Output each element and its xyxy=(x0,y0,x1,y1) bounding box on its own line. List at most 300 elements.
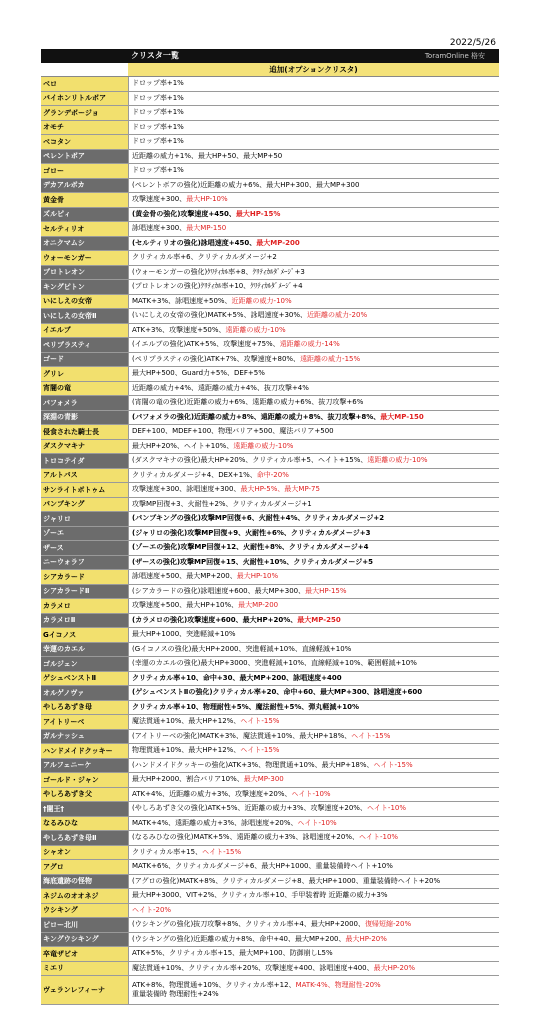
crysta-effect xyxy=(128,541,499,555)
effect-line xyxy=(132,413,499,422)
section-header xyxy=(41,63,499,77)
effect-penalty: 最大HP-10% xyxy=(186,195,228,204)
effect-text: ドロップ率+1% xyxy=(132,79,184,88)
effect-text: 攻撃MP回復+3、火耐性+2%、クリティカルダメージ+1 xyxy=(132,499,312,508)
crysta-effect xyxy=(128,614,499,628)
table-row xyxy=(41,251,499,266)
crysta-name: パンプキング xyxy=(41,498,128,512)
effect-line xyxy=(132,848,499,857)
effect-penalty: ヘイト-15% xyxy=(240,746,280,755)
crysta-effect xyxy=(128,483,499,497)
effect-penalty: ヘイト-10% xyxy=(297,818,337,827)
effect-line xyxy=(132,990,499,999)
table-row xyxy=(41,527,499,542)
crysta-name: ダスクマキナ xyxy=(41,440,128,454)
effect-text: (アグロの強化)MATK+8%、クリティカルダメージ+8、最大HP+1000、重量装備時ヘイト+20% xyxy=(132,876,441,885)
effect-penalty: 遠距離の威力-10% xyxy=(233,441,294,450)
crysta-effect xyxy=(128,77,499,91)
crysta-effect xyxy=(128,802,499,816)
crysta-name: オモチ xyxy=(41,121,128,135)
table-row xyxy=(41,541,499,556)
crysta-effect xyxy=(128,512,499,526)
effect-penalty: 最大HP-15% xyxy=(305,586,347,595)
crysta-effect xyxy=(128,759,499,773)
effect-text: (ウシキングの強化)近距離の威力+8%、命中+40、最大MP+200、 xyxy=(132,934,346,943)
crysta-name: ザース xyxy=(41,541,128,555)
table-row xyxy=(41,425,499,440)
table-row xyxy=(41,411,499,426)
section-header-blank xyxy=(41,63,128,76)
table-row xyxy=(41,367,499,382)
effect-text: ドロップ率+1% xyxy=(132,137,184,146)
effect-penalty: 近距離の威力-10% xyxy=(231,296,292,305)
table-row xyxy=(41,846,499,861)
crysta-name: アグロ xyxy=(41,860,128,874)
effect-penalty: 遠距離の威力-10% xyxy=(367,456,428,465)
effect-penalty: 復帰短縮-20% xyxy=(365,920,412,929)
effect-penalty: 遠距離の威力-14% xyxy=(279,340,340,349)
crysta-effect xyxy=(128,106,499,120)
effect-text: (幸運のカエルの強化)最大HP+3000、突進軽減+10%、直線軽減+10%、範囲軽減+10% xyxy=(132,659,417,668)
crysta-name: ジャリロ xyxy=(41,512,128,526)
crysta-name: いにしえの女帝 xyxy=(41,295,128,309)
table-row xyxy=(41,889,499,904)
table-row xyxy=(41,657,499,672)
effect-penalty: ヘイト-15% xyxy=(202,847,242,856)
crysta-name: ゴールド・ジャン xyxy=(41,773,128,787)
table-row xyxy=(41,512,499,527)
table-row xyxy=(41,904,499,919)
crysta-effect xyxy=(128,918,499,932)
crysta-name: ウシキング xyxy=(41,904,128,918)
effect-text: 魔法貫通+10%、クリティカル率+20%、攻撃速度+400、詠唱速度+400、 xyxy=(132,963,374,972)
crysta-effect xyxy=(128,179,499,193)
effect-penalty: 最大MP-200 xyxy=(256,238,300,247)
effect-text: クリティカル率+10、命中+30、最大MP+200、詠唱速度+400 xyxy=(132,673,342,682)
table-row xyxy=(41,933,499,948)
crysta-name: ペリプラスティ xyxy=(41,338,128,352)
effect-penalty: ヘイト-15% xyxy=(351,731,391,740)
effect-text: 近距離の威力+1%、最大HP+50、最大MP+50 xyxy=(132,151,283,160)
effect-text: (Gイコノスの強化)最大HP+2000、突進軽減+10%、直線軽減+10% xyxy=(132,644,352,653)
table-row xyxy=(41,976,499,1005)
crysta-name: オルゲノヴァ xyxy=(41,686,128,700)
effect-line xyxy=(132,804,499,813)
effect-text: (ペリプラスティの強化)ATK+7%、攻撃速度+80%、 xyxy=(132,354,301,363)
effect-text: MATK+3%、詠唱速度+50%、 xyxy=(132,296,232,305)
effect-line xyxy=(132,674,499,683)
effect-line xyxy=(132,166,499,175)
table-row xyxy=(41,585,499,600)
crysta-name: ペレントボア xyxy=(41,150,128,164)
effect-text: (やしろあずき父の強化)ATK+5%、近距離の威力+3%、攻撃速度+20%、 xyxy=(132,804,367,813)
effect-penalty: ヘイト-15% xyxy=(240,717,280,726)
crysta-effect xyxy=(128,817,499,831)
credit-label: ToramOnline 格安 xyxy=(424,52,485,60)
effect-text: ATK+5%、クリティカル率+15、最大MP+100、防御崩しL5% xyxy=(132,949,333,958)
effect-text: 最大HP+1000、突進軽減+10% xyxy=(132,630,236,639)
crysta-name: サンライトボトゥム xyxy=(41,483,128,497)
table-row xyxy=(41,730,499,745)
table-row xyxy=(41,309,499,324)
effect-line xyxy=(132,195,499,204)
crysta-effect xyxy=(128,831,499,845)
crysta-name: 幸運のカエル xyxy=(41,643,128,657)
effect-text: (ゾーエの強化)攻撃MP回復+12、火耐性+8%、クリティカルダメージ+4 xyxy=(132,543,369,552)
table-row xyxy=(41,628,499,643)
effect-line xyxy=(132,935,499,944)
date-row xyxy=(41,37,499,49)
effect-line xyxy=(132,761,499,770)
effect-text: MATK+6%、クリティカルダメージ+6、最大HP+1000、重量装備時ヘイト+10% xyxy=(132,862,393,871)
effect-text: ATK+8%、物理貫通+10%、クリティカル率+12、 xyxy=(132,981,296,989)
crysta-name: ウォーモンガー xyxy=(41,251,128,265)
table-row xyxy=(41,295,499,310)
crysta-effect xyxy=(128,164,499,178)
effect-penalty: 近距離の威力-20% xyxy=(307,311,368,320)
crysta-effect xyxy=(128,411,499,425)
crysta-name: 宵闇の竜 xyxy=(41,382,128,396)
crysta-name: ゴルジェン xyxy=(41,657,128,671)
crysta-effect xyxy=(128,643,499,657)
effect-penalty: ヘイト-10% xyxy=(291,789,331,798)
crysta-effect xyxy=(128,237,499,251)
effect-line xyxy=(132,688,499,697)
effect-line xyxy=(132,717,499,726)
effect-line xyxy=(132,427,499,436)
effect-text: (なるみひなの強化)MATK+5%、遠距離の威力+3%、詠唱速度+20%、 xyxy=(132,833,359,842)
effect-line xyxy=(132,297,499,306)
effect-penalty: 最大MP-150 xyxy=(380,412,424,421)
crysta-name: ズルピィ xyxy=(41,208,128,222)
effect-text: (ハンドメイドクッキーの強化)ATK+3%、物理貫通+10%、最大HP+18%、 xyxy=(132,760,374,769)
crysta-effect xyxy=(128,208,499,222)
effect-text: (いにしえの女帝の強化)MATK+5%、詠唱速度+30%、 xyxy=(132,311,308,320)
table-row xyxy=(41,643,499,658)
table-row xyxy=(41,875,499,890)
effect-line xyxy=(132,659,499,668)
table-row xyxy=(41,396,499,411)
effect-text: 最大HP+3000、VIT+2%、クリティカル率+10、手甲装着時 近距離の威力+3% xyxy=(132,891,388,900)
effect-line xyxy=(132,891,499,900)
effect-penalty: 命中-20% xyxy=(256,470,289,479)
effect-text: 魔法貫通+10%、最大HP+12%、 xyxy=(132,717,241,726)
crysta-name: 侵食された騎士長 xyxy=(41,425,128,439)
effect-text: クリティカル率+6、クリティカルダメージ+2 xyxy=(132,253,277,262)
effect-text: (アイトリーベの強化)MATK+3%、魔法貫通+10%、最大HP+18%、 xyxy=(132,731,352,740)
crysta-effect xyxy=(128,976,499,1004)
effect-text: クリティカル率+15、 xyxy=(132,847,203,856)
table-row xyxy=(41,599,499,614)
table-row xyxy=(41,222,499,237)
table-row xyxy=(41,121,499,136)
crysta-name: キングウシキング xyxy=(41,933,128,947)
table-row xyxy=(41,773,499,788)
effect-penalty: ヘイト-10% xyxy=(366,804,407,813)
table-row xyxy=(41,469,499,484)
effect-line xyxy=(132,79,499,88)
effect-line xyxy=(132,369,499,378)
crysta-name: 海底遺跡の怪物 xyxy=(41,875,128,889)
table-row xyxy=(41,947,499,962)
crysta-name: カラメロ xyxy=(41,599,128,613)
table-row xyxy=(41,150,499,165)
crysta-effect xyxy=(128,382,499,396)
crysta-effect xyxy=(128,585,499,599)
table-row xyxy=(41,353,499,368)
effect-text: 詠唱速度+500、最大MP+200、 xyxy=(132,572,237,581)
effect-text: ATK+4%、近距離の威力+3%、攻撃速度+20%、 xyxy=(132,789,292,798)
crysta-effect xyxy=(128,266,499,280)
crysta-effect xyxy=(128,628,499,642)
crysta-name: 深淵の青影 xyxy=(41,411,128,425)
crysta-name: アイトリーベ xyxy=(41,715,128,729)
effect-penalty: 最大HP-20% xyxy=(345,934,387,943)
effect-line xyxy=(132,94,499,103)
effect-text: 詠唱速度+300、 xyxy=(132,224,187,233)
effect-line xyxy=(132,790,499,799)
effect-line xyxy=(132,630,499,639)
effect-line xyxy=(132,456,499,465)
effect-penalty: 最大MP-200 xyxy=(238,601,279,610)
effect-penalty: 最大MP-300 xyxy=(243,775,284,784)
effect-text: (黄金骨の強化)攻撃速度+450、 xyxy=(132,209,236,218)
crysta-name: ベコタン xyxy=(41,135,128,149)
crysta-effect xyxy=(128,396,499,410)
effect-text: 物理貫通+10%、最大HP+12%、 xyxy=(132,746,241,755)
table-row xyxy=(41,135,499,150)
effect-penalty: ヘイト-10% xyxy=(358,833,399,842)
table-row xyxy=(41,744,499,759)
effect-line xyxy=(132,732,499,741)
effect-line xyxy=(132,123,499,132)
date-label: 2022/5/26 xyxy=(449,38,496,48)
crysta-effect xyxy=(128,570,499,584)
effect-text: (ダスクマキナの強化)最大HP+20%、クリティカル率+5、ヘイト+15%、 xyxy=(132,456,368,465)
effect-penalty: 最大HP-20% xyxy=(373,963,416,972)
crysta-effect xyxy=(128,280,499,294)
crysta-name: プロトレオン xyxy=(41,266,128,280)
crysta-effect xyxy=(128,730,499,744)
crysta-effect xyxy=(128,672,499,686)
crysta-name: デカアルボカ xyxy=(41,179,128,193)
crysta-name: やしろあずき母Ⅱ xyxy=(41,831,128,845)
effect-penalty: 最大HP-10% xyxy=(236,572,279,581)
effect-text: 攻撃速度+300、詠唱速度+300、 xyxy=(132,485,241,494)
table-row xyxy=(41,164,499,179)
crysta-effect xyxy=(128,469,499,483)
crysta-effect xyxy=(128,295,499,309)
table-row xyxy=(41,918,499,933)
crysta-effect xyxy=(128,324,499,338)
crysta-name: 卒竜ザビオ xyxy=(41,947,128,961)
effect-text: クリティカル率+10、物理耐性+5%、魔法耐性+5%、弾丸軽減+10% xyxy=(132,702,360,711)
crysta-effect xyxy=(128,454,499,468)
effect-text: 最大HP+20%、ヘイト+10%、 xyxy=(132,441,234,450)
effect-text: 攻撃速度+500、最大HP+10%、 xyxy=(132,601,239,610)
section-header-label: 追加(オプションクリスタ) xyxy=(128,63,499,76)
crysta-effect xyxy=(128,657,499,671)
effect-text: (ゲシュベンストⅡの強化)クリティカル率+20、命中+60、最大MP+300、詠唱速度+600 xyxy=(132,688,423,697)
effect-text: 攻撃速度+300、 xyxy=(132,195,187,204)
crysta-name: シアカラード xyxy=(41,570,128,584)
crysta-name: ミエリ xyxy=(41,962,128,976)
crysta-effect xyxy=(128,715,499,729)
crysta-effect xyxy=(128,498,499,512)
effect-text: (ジャリロの強化)攻撃MP回復+9、火耐性+6%、クリティカルダメージ+3 xyxy=(132,528,371,537)
effect-text: クリティカルダメージ+4、DEX+1%、 xyxy=(132,470,257,479)
crysta-name: ゴード xyxy=(41,353,128,367)
table-row xyxy=(41,324,499,339)
crysta-effect xyxy=(128,904,499,918)
crysta-effect xyxy=(128,788,499,802)
crysta-name: セルティリオ xyxy=(41,222,128,236)
effect-line xyxy=(132,108,499,117)
effect-line xyxy=(132,877,499,886)
table-row xyxy=(41,701,499,716)
table-row xyxy=(41,382,499,397)
table-row xyxy=(41,570,499,585)
crysta-effect xyxy=(128,744,499,758)
crysta-table xyxy=(41,77,499,1005)
crysta-effect xyxy=(128,556,499,570)
crysta-effect xyxy=(128,933,499,947)
effect-text: (イエルブの強化)ATK+5%、攻撃速度+75%、 xyxy=(132,340,280,349)
crysta-effect xyxy=(128,701,499,715)
crysta-effect xyxy=(128,889,499,903)
effect-line xyxy=(132,819,499,828)
crysta-effect xyxy=(128,251,499,265)
effect-line xyxy=(132,746,499,755)
effect-line xyxy=(132,268,499,277)
table-row xyxy=(41,556,499,571)
crysta-effect xyxy=(128,150,499,164)
effect-penalty: 最大HP-15% xyxy=(235,209,281,218)
crysta-name: ゾーエ xyxy=(41,527,128,541)
crysta-effect xyxy=(128,773,499,787)
table-row xyxy=(41,266,499,281)
crysta-effect xyxy=(128,686,499,700)
crysta-name: ゴロー xyxy=(41,164,128,178)
table-row xyxy=(41,715,499,730)
crysta-name: ヴェランレフィーナ xyxy=(41,976,128,1004)
effect-penalty: 遠距離の威力-15% xyxy=(300,354,361,363)
effect-line xyxy=(132,239,499,248)
effect-line xyxy=(132,311,499,320)
effect-text: 最大HP+2000、割合バリア10%、 xyxy=(132,775,244,784)
effect-text: (プロトレオンの強化)ｸﾘﾃｨｶﾙ率+10、ｸﾘﾃｨｶﾙﾀﾞﾒｰｼﾞ+4 xyxy=(132,282,303,291)
effect-line xyxy=(132,210,499,219)
effect-line xyxy=(132,558,499,567)
effect-text: (カラメロの強化)攻撃速度+600、最大HP+20%、 xyxy=(132,615,298,624)
crysta-name: ゲシュベンストⅡ xyxy=(41,672,128,686)
table-row xyxy=(41,686,499,701)
effect-text: (ペレントボアの強化)近距離の威力+6%、最大HP+300、最大MP+300 xyxy=(132,180,360,189)
effect-text: (パフォメラの強化)近距離の威力+8%、遠距離の威力+8%、抜刀攻撃+8%、 xyxy=(132,412,381,421)
effect-line xyxy=(132,514,499,523)
crysta-effect xyxy=(128,353,499,367)
crysta-name: ガルナッシュ xyxy=(41,730,128,744)
effect-line xyxy=(132,137,499,146)
effect-penalty: 最大MP-150 xyxy=(186,224,227,233)
table-row xyxy=(41,498,499,513)
table-row xyxy=(41,440,499,455)
effect-line xyxy=(132,340,499,349)
title-bar xyxy=(41,49,499,63)
crysta-name: ピロー北川 xyxy=(41,918,128,932)
crysta-name: グリレ xyxy=(41,367,128,381)
table-row xyxy=(41,92,499,107)
effect-penalty: 遠距離の威力-10% xyxy=(225,325,286,334)
effect-line xyxy=(132,920,499,929)
effect-line xyxy=(132,601,499,610)
crysta-effect xyxy=(128,962,499,976)
crysta-name: いにしえの女帝Ⅱ xyxy=(41,309,128,323)
effect-text: ドロップ率+1% xyxy=(132,93,184,102)
crysta-name: ハンドメイドクッキー xyxy=(41,744,128,758)
crysta-name: カラメロⅡ xyxy=(41,614,128,628)
table-row xyxy=(41,483,499,498)
crysta-name: やしろあずき父 xyxy=(41,788,128,802)
crysta-effect xyxy=(128,846,499,860)
effect-line xyxy=(132,572,499,581)
effect-line xyxy=(132,964,499,973)
crysta-effect xyxy=(128,875,499,889)
effect-line xyxy=(132,862,499,871)
crysta-effect xyxy=(128,860,499,874)
effect-line xyxy=(132,981,499,990)
effect-line xyxy=(132,645,499,654)
crysta-effect xyxy=(128,135,499,149)
effect-text: (ザースの強化)攻撃MP回復+15、火耐性+10%、クリティカルダメージ+5 xyxy=(132,557,373,566)
crysta-effect xyxy=(128,527,499,541)
crysta-name: イエルブ xyxy=(41,324,128,338)
effect-text: 近距離の威力+4%、遠距離の威力+4%、抜刀攻撃+4% xyxy=(132,383,309,392)
crysta-name: なるみひな xyxy=(41,817,128,831)
effect-line xyxy=(132,833,499,842)
crysta-effect xyxy=(128,338,499,352)
effect-text: ドロップ率+1% xyxy=(132,122,184,131)
sheet-title: クリスタ一覧 xyxy=(131,51,179,60)
effect-text: ドロップ率+1% xyxy=(132,108,184,117)
effect-line xyxy=(132,152,499,161)
effect-line xyxy=(132,616,499,625)
effect-line xyxy=(132,703,499,712)
crysta-name: オニクマムシ xyxy=(41,237,128,251)
effect-line xyxy=(132,181,499,190)
effect-line xyxy=(132,442,499,451)
crysta-name: シアカラードⅡ xyxy=(41,585,128,599)
table-row xyxy=(41,106,499,121)
effect-line xyxy=(132,485,499,494)
effect-penalty: ヘイト-20% xyxy=(132,905,172,914)
effect-line xyxy=(132,384,499,393)
crysta-effect xyxy=(128,222,499,236)
crysta-effect xyxy=(128,121,499,135)
table-row xyxy=(41,179,499,194)
effect-line xyxy=(132,471,499,480)
table-row xyxy=(41,193,499,208)
effect-text: 重量装備時 物理耐性+24% xyxy=(132,990,219,998)
crysta-effect xyxy=(128,599,499,613)
table-row xyxy=(41,817,499,832)
table-row xyxy=(41,77,499,92)
crysta-name: アルトバス xyxy=(41,469,128,483)
effect-line xyxy=(132,282,499,291)
crysta-name: ネジムのオオネジ xyxy=(41,889,128,903)
effect-line xyxy=(132,906,499,915)
effect-line xyxy=(132,398,499,407)
